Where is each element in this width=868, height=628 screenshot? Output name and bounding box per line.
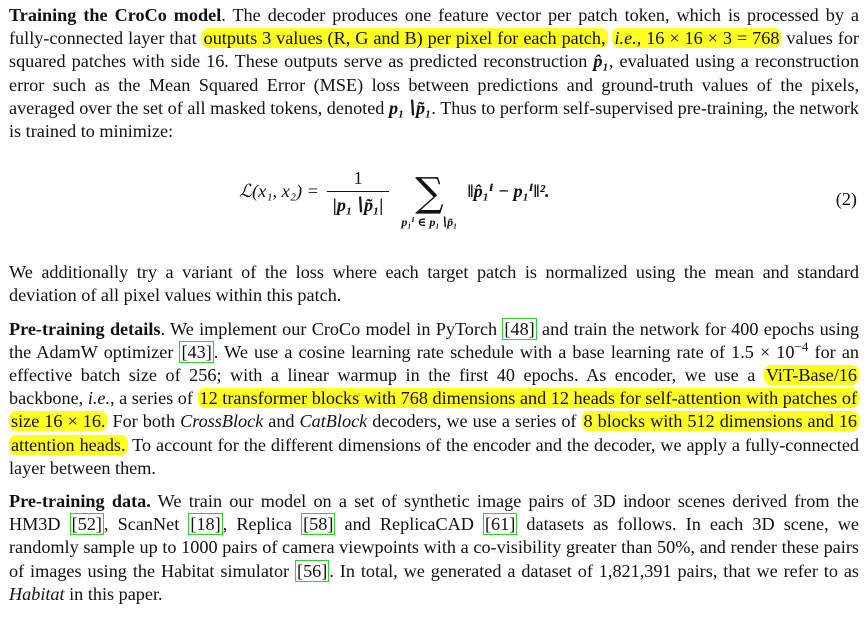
citation-link[interactable]: [18] xyxy=(190,514,221,535)
habitat-text: Habitat xyxy=(9,583,65,604)
text: . We use a cosine learning rate schedule with a base learning rate of xyxy=(213,341,732,362)
equation-summand: ‖p̂₁ⁱ − p₁ⁱ‖². xyxy=(467,181,550,202)
paragraph-pretraining-data xyxy=(9,490,859,606)
equation-number: (2) xyxy=(835,189,857,210)
highlight-output-values: outputs 3 values (R, G and B) per pixel for each patch, xyxy=(203,28,606,49)
text: in this paper. xyxy=(64,583,163,604)
text: , ScanNet xyxy=(103,514,189,535)
heading-pretraining-details: Pre-training details xyxy=(9,318,161,339)
ie-text: i.e. xyxy=(87,388,111,409)
summation-subscript: p₁ⁱ ∈ p₁∖p̃₁ xyxy=(401,215,458,230)
text: . The decoder produces one feature vector per patch token, which is processed by a fully-connected layer that xyxy=(9,5,859,49)
paper-page xyxy=(9,4,859,606)
lr-base: 1.5 × 10 xyxy=(731,341,795,362)
catblock-text: CatBlock xyxy=(299,411,368,432)
lr-exponent: −4 xyxy=(794,338,809,354)
citation-link[interactable]: [43] xyxy=(181,341,212,362)
heading-training-croco: Training the CroCo model xyxy=(9,5,222,25)
text: and xyxy=(263,411,300,432)
text: decoders, we use a series of xyxy=(367,411,582,432)
highlight-decoder-blocks: 8 blocks with 512 dimensions and 16 attention heads. xyxy=(11,411,858,455)
text: . We implement our CroCo model in PyTorch xyxy=(160,318,503,339)
text: To account for the different dimensions of the encoder and the decoder, we apply a fully-connected layer between them. xyxy=(9,434,859,478)
text: . Thus to perform self-supervised pre-training, the network is trained to minimize: xyxy=(9,97,859,142)
symbol-p-hat: p̂₁ xyxy=(593,51,609,72)
fraction-numerator: 1 xyxy=(353,167,363,188)
heading-pretraining-data: Pre-training data. xyxy=(9,491,151,512)
symbol-masked-set: p₁∖p̃₁ xyxy=(388,97,432,118)
highlight-768 xyxy=(612,28,781,48)
equation-2 xyxy=(9,151,859,261)
text: , a series of xyxy=(110,388,198,409)
citation-link[interactable]: [48] xyxy=(504,318,535,339)
citation-link[interactable]: [52] xyxy=(71,514,102,535)
text: For both xyxy=(107,411,181,432)
summation xyxy=(401,170,458,230)
text: , 16 × 16 × 3 = 768 xyxy=(636,28,780,49)
text: values for squared patches with side 16. These outputs serve as predicted reconstruction xyxy=(9,28,859,72)
learning-rate xyxy=(731,338,809,362)
ie-text: i.e. xyxy=(614,28,637,49)
paragraph-training-croco xyxy=(9,4,859,143)
text: , evaluated using a reconstruction error such as the Mean Squared Error (MSE) loss between predictions and ground-truth values of the pixels, averaged over the set of all masked tokens, denoted xyxy=(9,51,859,118)
citation-link[interactable]: [56] xyxy=(297,560,328,581)
citation-link[interactable]: [61] xyxy=(484,514,516,535)
highlight-transformer-blocks: 12 transformer blocks with 768 dimensions and 12 heads for self-attention with patches of size 16 × 16. xyxy=(11,388,857,432)
equation-fraction xyxy=(327,168,389,216)
crossblock-text: CrossBlock xyxy=(180,411,264,432)
equation-lhs: ℒ(x₁, x₂) = xyxy=(239,181,319,202)
paragraph-loss-variant: We additionally try a variant of the loss where each target patch is normalized using the mean and standard deviation of all pixel values within this patch. xyxy=(9,262,859,306)
text: We train our model on a set of synthetic image pairs of 3D indoor scenes derived from the HM3D xyxy=(9,491,859,535)
equation-body xyxy=(239,163,550,230)
text: and ReplicaCAD xyxy=(335,514,483,535)
citation-link[interactable]: [58] xyxy=(303,514,334,535)
paragraph-pretraining-details xyxy=(9,318,859,480)
text: datasets as follows. In each 3D scene, we randomly sample up to 1000 pairs of camera viewpoints with a co-visibility greater than 50%, and render these pairs of images using the Habitat simulator xyxy=(9,514,859,581)
fraction-denominator: |p₁∖p̃₁| xyxy=(327,191,389,216)
text: . In total, we generated a dataset of 1,821,391 pairs, that we refer to as xyxy=(329,560,860,581)
text: and train the network for 400 epochs using the AdamW optimizer xyxy=(9,318,859,362)
text: , Replica xyxy=(222,514,302,535)
text: for an effective batch size of 256; with a linear warmup in the first 40 epochs. As encoder, we use a xyxy=(9,341,859,386)
highlight-vit-base: ViT-Base/16 xyxy=(765,365,857,386)
sigma-symbol: ∑ xyxy=(415,170,444,217)
text: backbone, xyxy=(9,388,88,409)
